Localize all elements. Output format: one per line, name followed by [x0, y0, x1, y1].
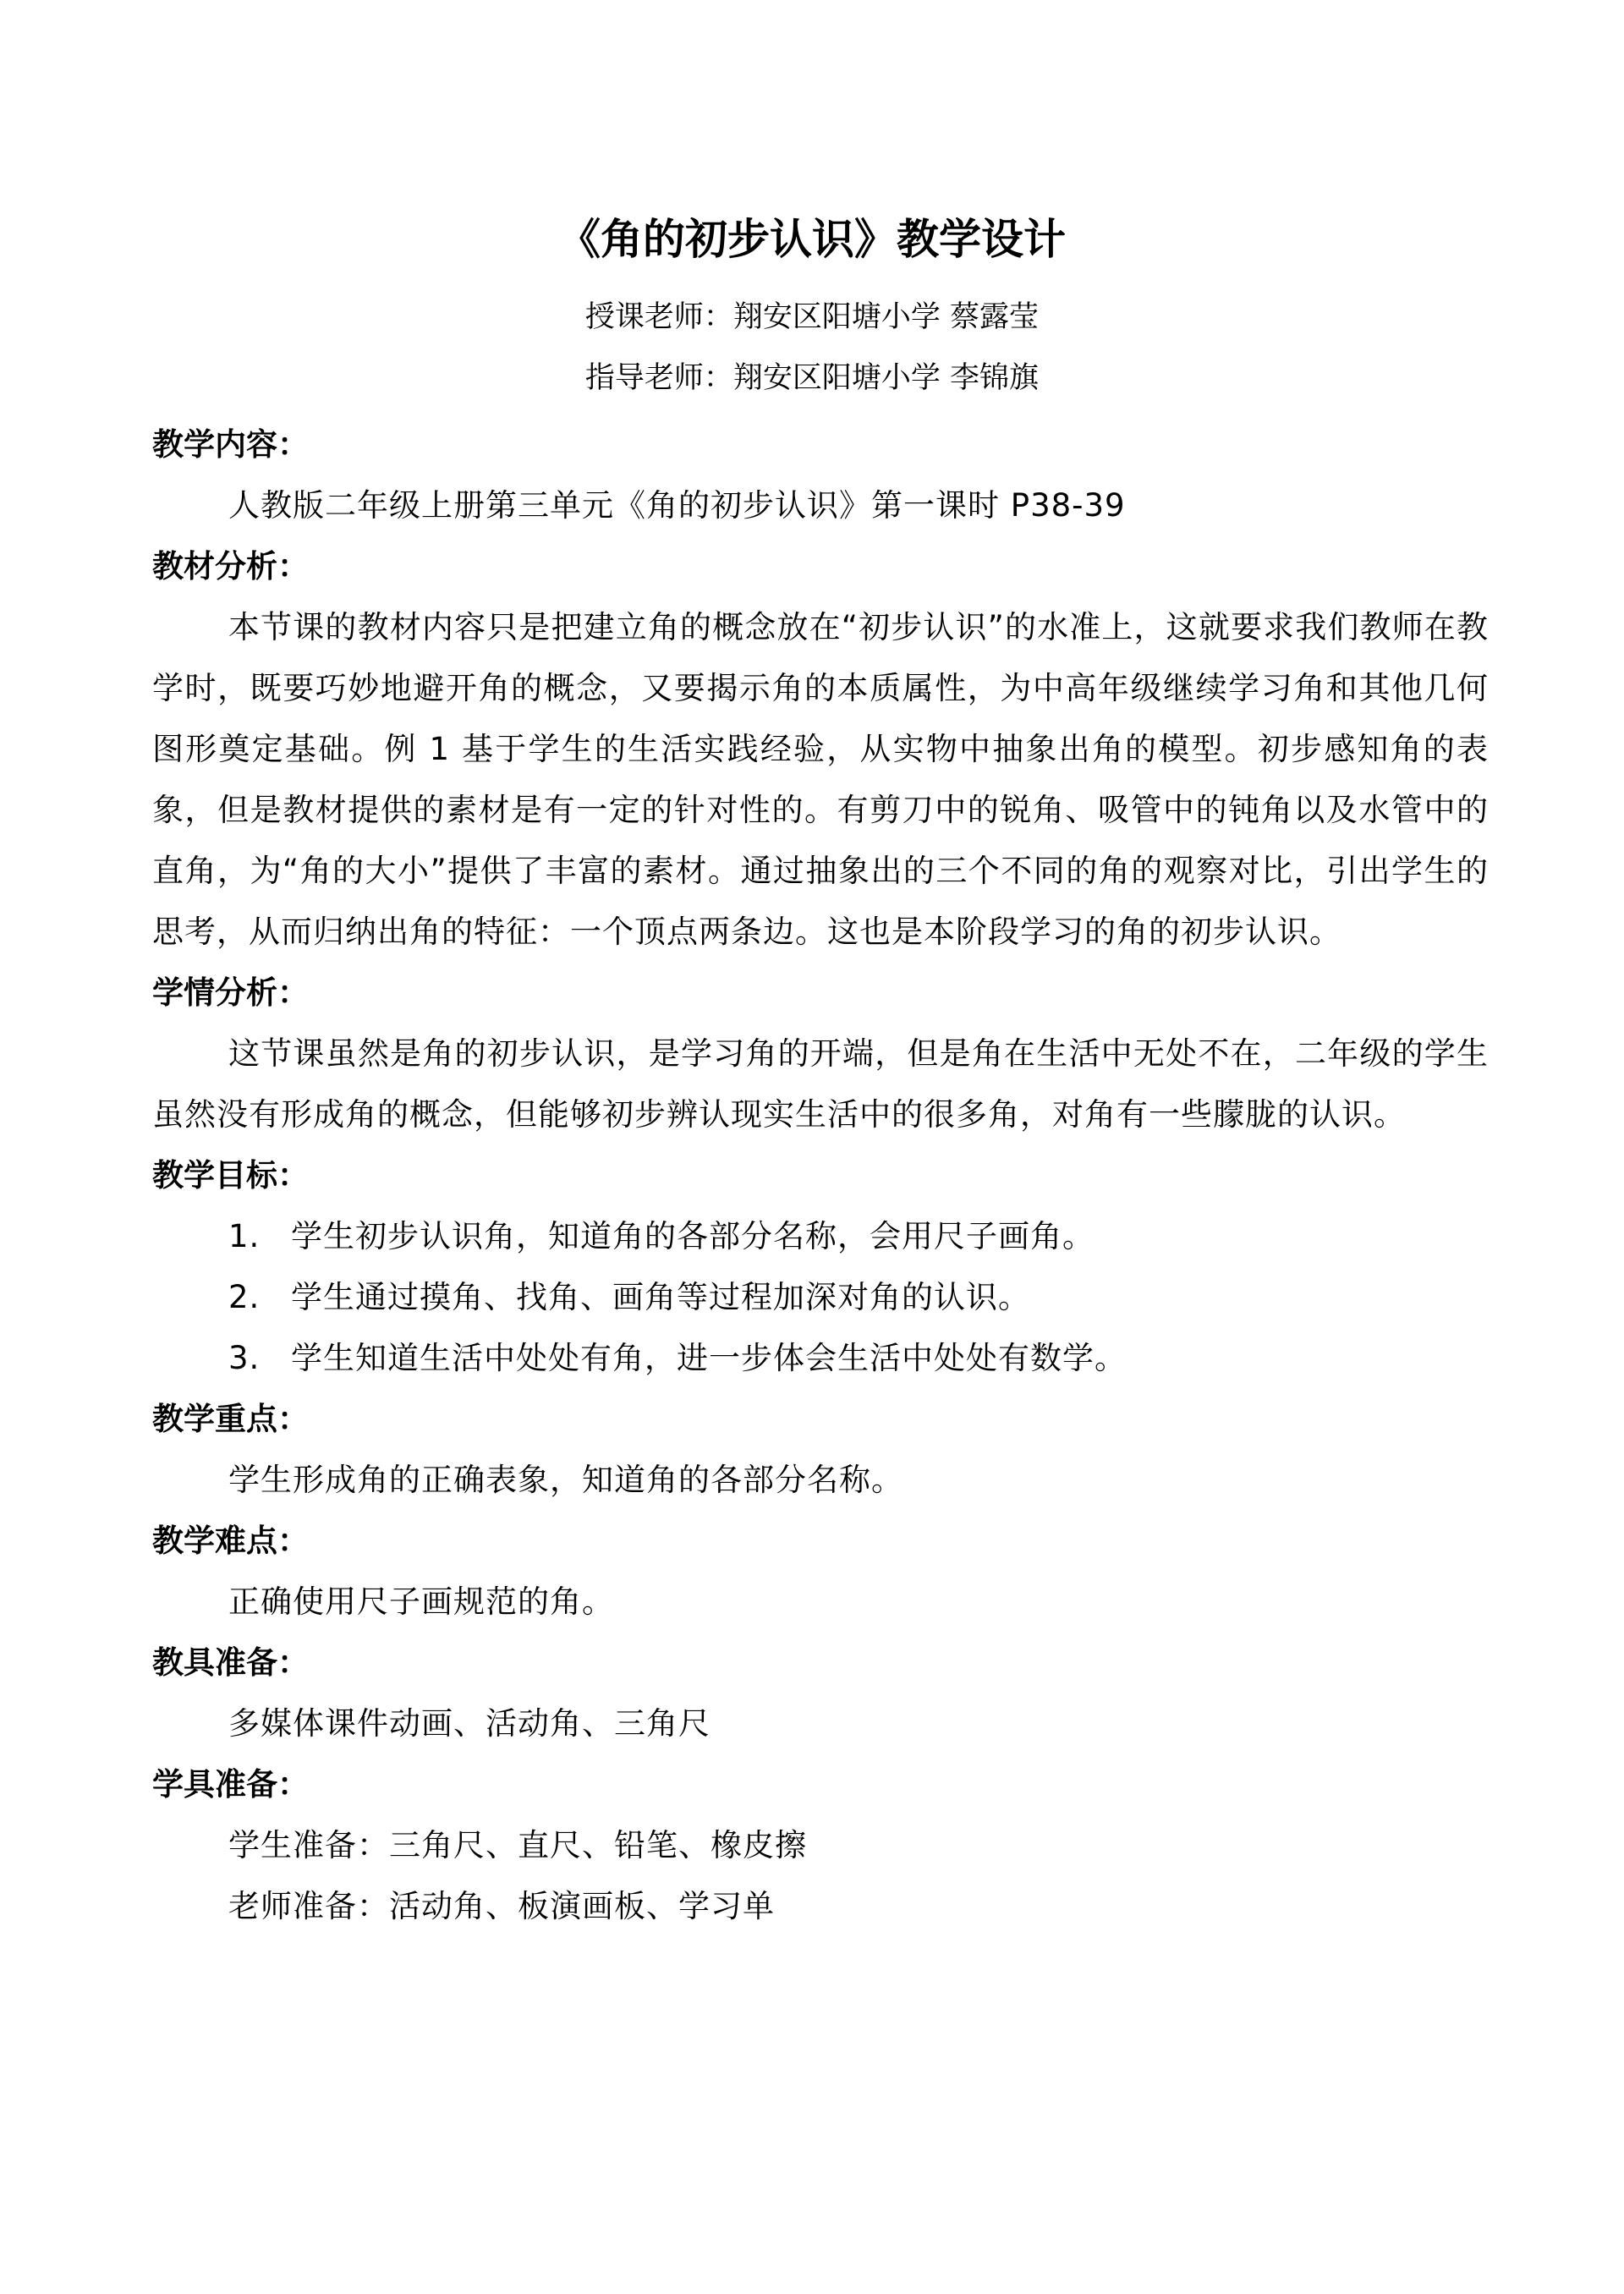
section-heading-teaching-aids: 教具准备： [152, 1644, 309, 1681]
list-item-number: 2. [228, 1279, 261, 1315]
section-heading-learning-aids: 学具准备： [152, 1766, 309, 1803]
document-body [152, 414, 1489, 1937]
section-heading-key-points: 教学重点： [152, 1401, 309, 1437]
list-item-text: 学生知道生活中处处有角，进一步体会生活中处处有数学。 [291, 1340, 1127, 1376]
section-content [152, 414, 1489, 536]
section-heading-difficulties: 教学难点： [152, 1523, 309, 1559]
list-item [228, 1267, 1489, 1328]
section-objectives [152, 1145, 1489, 1389]
document-title: 《角的初步认识》教学设计 [558, 215, 1066, 264]
section-key-points [152, 1389, 1489, 1511]
advisor-byline: 指导老师：翔安区阳塘小学 李锦旗 [584, 361, 1040, 395]
section-teaching-aids [152, 1633, 1489, 1754]
teacher-prep-line: 老师准备：活动角、板演画板、学习单 [228, 1888, 775, 1924]
section-text-content: 人教版二年级上册第三单元《角的初步认识》第一课时 P38-39 [228, 487, 1126, 524]
section-text-difficulties: 正确使用尺子画规范的角。 [228, 1583, 614, 1620]
section-student-analysis [152, 963, 1489, 1145]
teacher-byline: 授课老师：翔安区阳塘小学 蔡露莹 [584, 300, 1040, 334]
list-item-number: 3. [228, 1340, 261, 1376]
section-text-teaching-aids: 多媒体课件动画、活动角、三角尺 [228, 1705, 710, 1742]
list-item-text: 学生通过摸角、找角、画角等过程加深对角的认识。 [291, 1279, 1030, 1315]
section-material-analysis [152, 536, 1489, 963]
list-item-text: 学生初步认识角，知道角的各部分名称，会用尺子画角。 [291, 1218, 1095, 1254]
section-text-key-points: 学生形成角的正确表象，知道角的各部分名称。 [228, 1462, 903, 1498]
section-heading-material-analysis: 教材分析： [152, 548, 309, 584]
student-prep-line: 学生准备：三角尺、直尺、铅笔、橡皮擦 [228, 1827, 807, 1863]
section-difficulties [152, 1511, 1489, 1633]
section-heading-content: 教学内容： [152, 426, 309, 463]
list-item [228, 1206, 1489, 1267]
section-heading-objectives: 教学目标： [152, 1157, 309, 1194]
list-item-number: 1. [228, 1218, 261, 1254]
list-item [228, 1328, 1489, 1389]
section-learning-aids [152, 1754, 1489, 1937]
section-text-material-analysis: 本节课的教材内容只是把建立角的概念放在“初步认识”的水准上，这就要求我们教师在教学时，既要巧妙地避开角的概念，又要揭示角的本质属性，为中高年级继续学习角和其他几何图形奠定基础。例 1 基于学生的生活实践经验，从实物中抽象出角的模型。初步感知角的表象，但是教材提供的素材是有一定的针对性的。有剪刀中的锐角、吸管中的钝角以及水管中的直角，为“角的大小”提供了丰富的素材。通过抽象出的三个不同的角的观察对比，引出学生的思考，从而归纳出角的特征：一个顶点两条边。这也是本阶段学习的角的初步认识。 [152, 609, 1489, 950]
section-heading-student-analysis: 学情分析： [152, 974, 309, 1011]
section-text-student-analysis: 这节课虽然是角的初步认识，是学习角的开端，但是角在生活中无处不在，二年级的学生虽然没有形成角的概念，但能够初步辨认现实生活中的很多角，对角有一些朦胧的认识。 [152, 1035, 1489, 1133]
objectives-list [152, 1206, 1489, 1389]
